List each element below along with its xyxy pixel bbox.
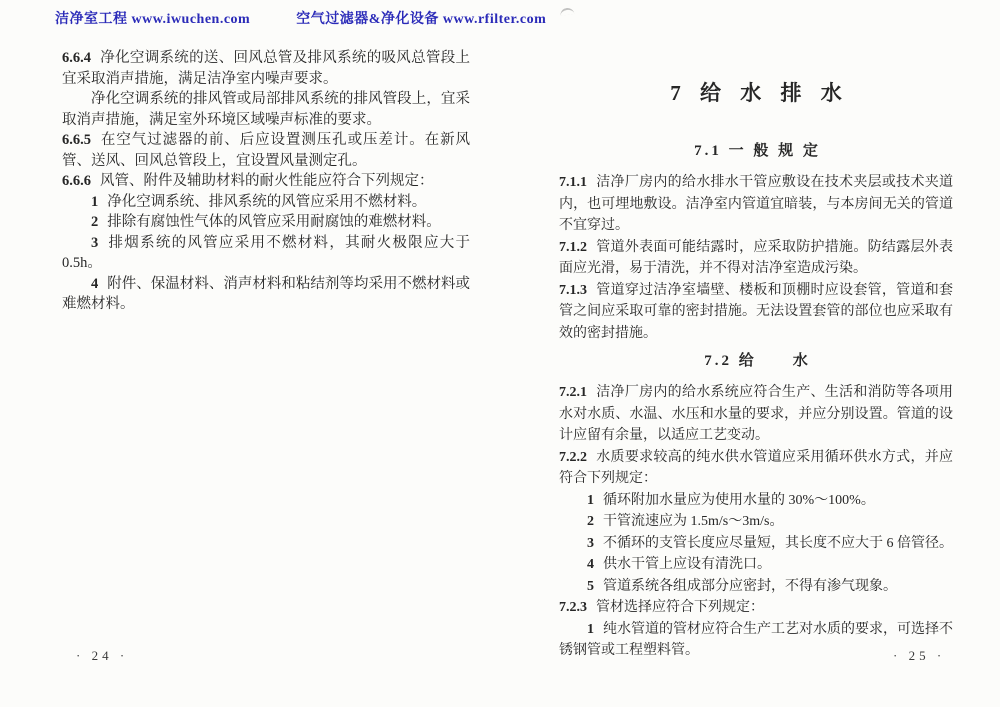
list-item-2: [559, 511, 953, 533]
scan-artifact-mark: [560, 7, 575, 16]
left-page-text-block: [62, 48, 470, 315]
list-item-4: [559, 554, 953, 576]
item-number: 3: [91, 234, 99, 251]
section-number: 6.6.4: [62, 50, 91, 66]
section-6-6-4-paragraph-2: [62, 89, 470, 130]
section-7-1-1: [559, 172, 953, 237]
section-number: 6.6.5: [62, 132, 91, 148]
section-text: 管材选择应符合下列规定：: [596, 600, 764, 615]
section-number: 6.6.6: [62, 173, 91, 189]
section-text: 洁净厂房内的给水排水干管应敷设在技术夹层或技术夹道内，也可埋地敷设。洁净室内管道宜暗装，与本房间无关的管道不宜穿过。: [559, 175, 953, 233]
item-text: 管道系统各组成部分应密封，不得有渗气现象。: [603, 578, 897, 594]
item-number: 5: [587, 578, 594, 594]
section-7-1-2: [559, 237, 953, 280]
section-6-6-5: [62, 130, 470, 171]
list-item-5: [559, 576, 953, 598]
item-text: 不循环的支管长度应尽量短，其长度不应大于 6 倍管径。: [603, 535, 953, 551]
list-item-4: [62, 274, 470, 315]
section-number: 7.1.1: [559, 175, 587, 190]
section-text: 洁净厂房内的给水系统应符合生产、生活和消防等各项用水对水质、水温、水压和水量的要求，并应分别设置。管道的设计应留有余量，以适应工艺变动。: [559, 385, 953, 443]
section-text: 管道穿过洁净室墙壁、楼板和顶棚时应设套管，管道和套管之间应采取可靠的密封措施。无法设置套管的部位也应采取有效的密封措施。: [559, 282, 953, 341]
item-text: 排烟系统的风管应采用不燃材料，其耐火极限应大于0.5h。: [62, 234, 470, 271]
section-number: 7.2.3: [559, 600, 587, 615]
item-text: 纯水管道的管材应符合生产工艺对水质的要求，可选择不锈钢管或工程塑料管。: [559, 621, 953, 658]
item-number: 4: [91, 275, 99, 292]
watermark-site-left: 洁净室工程 www.iwuchen.com: [55, 12, 251, 27]
right-page-text-block: [559, 50, 953, 662]
section-text: 水质要求较高的纯水供水管道应采用循环供水方式，并应符合下列规定：: [559, 449, 953, 486]
list-item-3: [559, 533, 953, 555]
section-text: 净化空调系统的排风管或局部排风系统的排风管段上，宜采取消声措施，满足室外环境区域噪声标准的要求。: [62, 91, 470, 128]
list-item-3: [62, 233, 470, 274]
page-number-left: · 24 ·: [76, 648, 129, 663]
item-number: 3: [587, 535, 594, 551]
watermark-site-right: 空气过滤器&净化设备 www.rfilter.com: [296, 12, 547, 27]
item-number: 4: [587, 557, 594, 572]
section-7-2-heading: 7.2 给 水: [704, 353, 811, 369]
page-number-right: · 25 ·: [893, 648, 946, 663]
item-number: 1: [91, 193, 99, 210]
list-item-2: [62, 212, 470, 233]
chapter-heading: 7 给 水 排 水: [670, 81, 849, 105]
section-number: 7.1.2: [559, 239, 587, 255]
section-7-1-3: [559, 280, 953, 345]
item-text: 循环附加水量应为使用水量的 30%～100%。: [603, 492, 875, 508]
section-text: 风管、附件及辅助材料的耐火性能应符合下列规定：: [100, 173, 434, 189]
section-6-6-6: [62, 171, 470, 192]
section-6-6-4: [62, 48, 470, 89]
section-7-1-heading: 7.1 一 般 规 定: [694, 143, 821, 159]
section-number: 7.2.1: [559, 385, 587, 400]
section-number: 7.1.3: [559, 282, 587, 298]
section-number: 7.2.2: [559, 449, 587, 465]
section-7-2-2: [559, 447, 953, 490]
item-text: 供水干管上应设有清洗口。: [603, 557, 771, 572]
item-text: 排除有腐蚀性气体的风管应采用耐腐蚀的难燃材料。: [107, 214, 441, 230]
section-text: 净化空调系统的送、回风总管及排风系统的吸风总管段上宜采取消声措施，满足洁净室内噪声要求。: [62, 50, 470, 87]
item-number: 2: [91, 214, 99, 230]
watermark-header: [55, 8, 546, 28]
item-number: 2: [587, 514, 594, 529]
section-text: 管道外表面可能结露时，应采取防护措施。防结露层外表面应光滑，易于清洗，并不得对洁净室造成污染。: [559, 239, 953, 276]
item-text: 附件、保温材料、消声材料和粘结剂等均采用不燃材料或难燃材料。: [62, 275, 470, 312]
list-item-1: [62, 192, 470, 213]
item-text: 干管流速应为 1.5m/s～3m/s。: [603, 514, 784, 529]
section-7-2-3: [559, 597, 953, 619]
list-item-1: [559, 490, 953, 512]
item-number: 1: [587, 492, 594, 508]
section-text: 在空气过滤器的前、后应设置测压孔或压差计。在新风管、送风、回风总管段上，宜设置风量测定孔。: [62, 132, 470, 169]
section-7-2-1: [559, 382, 953, 447]
item-text: 净化空调系统、排风系统的风管应采用不燃材料。: [107, 193, 427, 210]
item-number: 1: [587, 621, 594, 637]
